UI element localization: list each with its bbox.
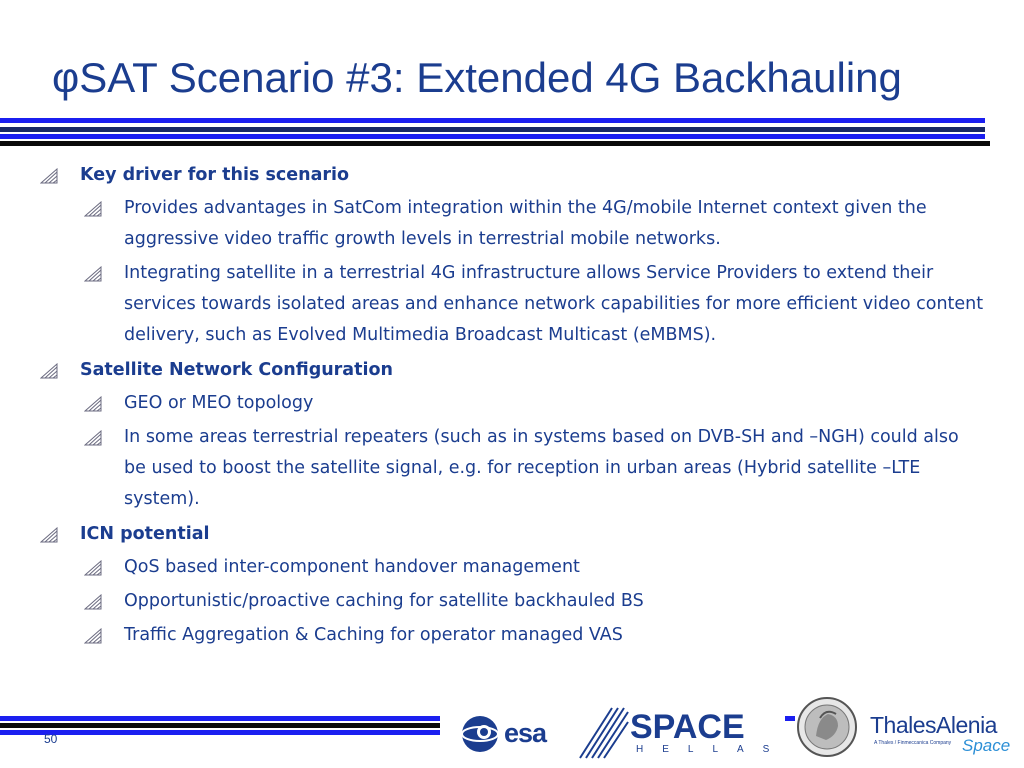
section-heading: Key driver for this scenario	[80, 165, 350, 185]
triangle-hatched-bullet-icon	[40, 363, 58, 379]
esa-globe-icon	[460, 714, 500, 754]
thales-wordmark: ThalesAlenia	[870, 712, 997, 738]
thales-space-wordmark: Space	[962, 736, 1011, 755]
title-rule-blue	[0, 118, 985, 123]
page-number: 50	[44, 732, 58, 746]
bullet-item	[80, 193, 986, 255]
triangle-hatched-bullet-icon	[84, 594, 102, 610]
footer-rule-blue-2	[0, 730, 440, 735]
section-heading: ICN potential	[80, 524, 210, 544]
bullet-text: Traffic Aggregation & Caching for operator managed VAS	[124, 625, 623, 645]
triangle-hatched-bullet-icon	[84, 628, 102, 644]
footer-rule-blue	[0, 716, 440, 721]
hellas-wordmark: HELLAS	[636, 744, 789, 755]
bullet-item	[80, 586, 986, 617]
esa-logo	[460, 712, 570, 756]
title-rule-blue-2	[0, 134, 985, 139]
bullet-item	[80, 422, 986, 515]
bullet-text: GEO or MEO topology	[124, 393, 314, 413]
title-rule-dark	[0, 127, 985, 132]
triangle-hatched-bullet-icon	[84, 560, 102, 576]
bullet-text: In some areas terrestrial repeaters (such as in systems based on DVB-SH and –NGH) could also be used to boost the satellite signal, e.g. for reception in urban areas (Hybrid satellite –LTE system).	[124, 427, 959, 509]
triangle-hatched-bullet-icon	[84, 266, 102, 282]
thales-alenia-logo	[870, 706, 1018, 762]
space-hellas-logo	[578, 706, 788, 760]
bullet-heading	[36, 519, 986, 549]
section-heading: Satellite Network Configuration	[80, 360, 393, 380]
slide-title: φSAT Scenario #3: Extended 4G Backhauling	[52, 54, 902, 101]
bullet-heading	[36, 355, 986, 385]
coin-seal-icon	[796, 696, 858, 758]
space-wordmark: SPACE	[630, 708, 745, 746]
seal-logo	[796, 696, 858, 758]
thales-subline: A Thales / Finmeccanica Company	[874, 740, 952, 746]
triangle-hatched-bullet-icon	[84, 396, 102, 412]
bullet-text: Opportunistic/proactive caching for satellite backhauled BS	[124, 591, 644, 611]
bullet-item	[80, 552, 986, 583]
bullet-text: Provides advantages in SatCom integration within the 4G/mobile Internet context given the aggressive video traffic growth levels in terrestrial mobile networks.	[124, 198, 927, 249]
triangle-hatched-bullet-icon	[84, 430, 102, 446]
bullet-item	[80, 258, 986, 351]
bullet-item	[80, 388, 986, 419]
slide-content	[36, 156, 986, 651]
bullet-heading	[36, 160, 986, 190]
bullet-text: Integrating satellite in a terrestrial 4G infrastructure allows Service Providers to extend their services towards isolated areas and enhance network capabilities for more efficient video content delivery, such as Evolved Multimedia Broadcast Multicast (eMBMS).	[124, 263, 984, 345]
triangle-hatched-bullet-icon	[40, 527, 58, 543]
footer-rule-black	[0, 723, 440, 728]
title-rule-black	[0, 141, 990, 146]
triangle-hatched-bullet-icon	[40, 168, 58, 184]
space-stripes-icon	[578, 706, 630, 760]
bullet-item	[80, 620, 986, 651]
bullet-text: QoS based inter-component handover management	[124, 557, 580, 577]
esa-wordmark: esa	[504, 718, 547, 748]
triangle-hatched-bullet-icon	[84, 201, 102, 217]
